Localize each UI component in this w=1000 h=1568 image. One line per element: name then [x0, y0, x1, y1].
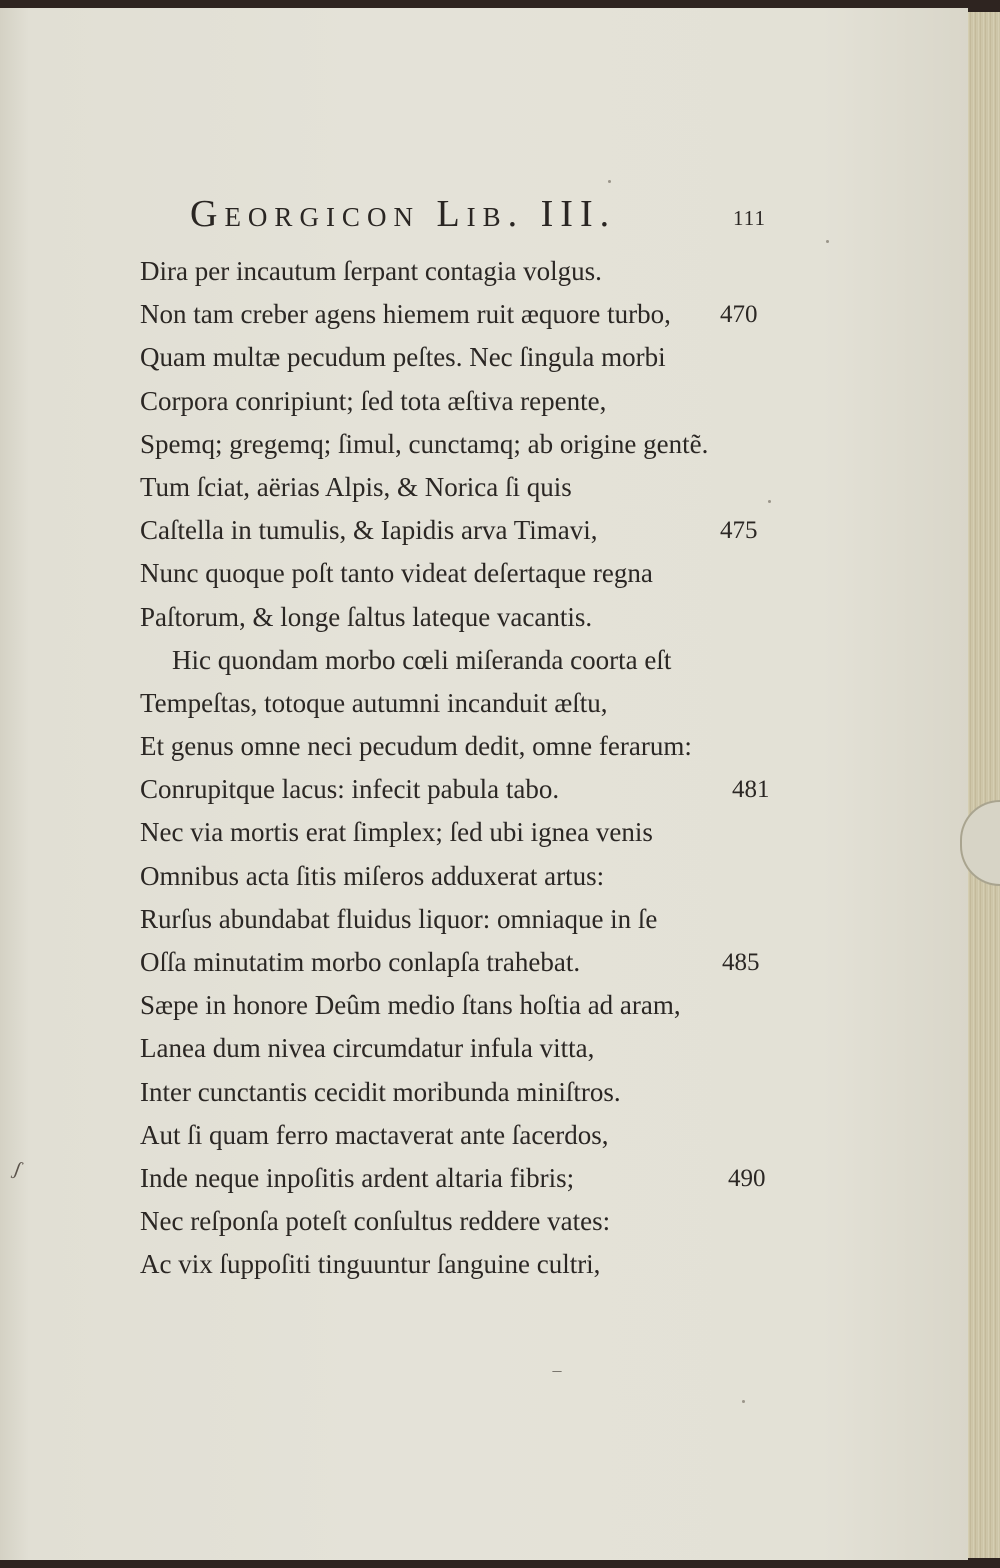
catchline-mark: –: [552, 1360, 562, 1380]
verse-line: [140, 1157, 790, 1200]
verse-text: Ac vix ſuppoſiti tinguuntur ſanguine cultri,: [140, 1249, 601, 1280]
verse-line: [140, 811, 790, 854]
verse-line: [140, 1243, 790, 1286]
verse-line: [140, 682, 790, 725]
verse-line: [140, 509, 790, 552]
verse-text: Aut ſi quam ferro mactaverat ante ſacerdos,: [140, 1119, 609, 1150]
verse-line: [140, 768, 790, 811]
verse-line: [140, 984, 790, 1027]
verse-text: Rurſus abundabat fluidus liquor: omniaque in ſe: [140, 903, 658, 934]
verse-line: [140, 250, 790, 293]
line-number: 470: [720, 301, 758, 329]
verse-text: Conrupitque lacus: infecit pabula tabo.: [140, 774, 560, 805]
verse-text: Oſſa minutatim morbo conlapſa trahebat.: [140, 947, 581, 977]
line-number: 481: [732, 776, 770, 804]
verse-line: [140, 466, 790, 509]
poem-text: [140, 250, 790, 1287]
verse-text: Non tam creber agens hiemem ruit æquore turbo,: [140, 299, 671, 330]
line-number: 485: [722, 949, 760, 976]
line-number: 475: [720, 517, 758, 545]
verse-text: Sæpe in honore Deûm medio ſtans hoſtia ad aram,: [140, 990, 681, 1021]
verse-line: [140, 423, 790, 466]
verse-text: Nec via mortis erat ſimplex; ſed ubi ignea venis: [140, 817, 653, 848]
verse-text: Tum ſciat, aërias Alpis, & Norica ſi quis: [140, 471, 572, 502]
verse-text: Hic quondam morbo cœli miſeranda coorta eſt: [172, 644, 672, 675]
verse-text: Inter cunctantis cecidit moribunda miniſtros.: [140, 1076, 621, 1107]
verse-text: Lanea dum nivea circumdatur infula vitta,: [140, 1033, 595, 1064]
verse-line: [140, 1200, 790, 1243]
verse-text: Inde neque inpoſitis ardent altaria fibris;: [140, 1162, 575, 1193]
verse-line: [140, 293, 790, 336]
verse-line: [140, 1027, 790, 1070]
verse-text: Nec reſponſa poteſt conſultus reddere vates:: [140, 1206, 611, 1237]
margin-mark: ʃ: [10, 1157, 25, 1181]
running-head-title: Georgicon Lib. III.: [190, 193, 617, 235]
verse-text: Nunc quoque poſt tanto videat deſertaque regna: [140, 558, 653, 589]
verse-line: [140, 1114, 790, 1157]
verse-line: [140, 855, 790, 898]
verse-text: Et genus omne neci pecudum dedit, omne ferarum:: [140, 731, 692, 762]
verse-text: Corpora conripiunt; ſed tota æſtiva repente,: [140, 385, 607, 416]
verse-line: [140, 380, 790, 423]
page-number: 111: [733, 206, 766, 230]
verse-text: Omnibus acta ſitis miſeros adduxerat artus:: [140, 860, 605, 891]
verse-text: Tempeſtas, totoque autumni incanduit æſtu,: [140, 687, 608, 718]
verse-text: Dira per incautum ſerpant contagia volgus.: [140, 256, 602, 286]
running-head: [190, 192, 780, 242]
verse-text: Caſtella in tumulis, & Iapidis arva Timavi,: [140, 515, 598, 546]
verse-line: [140, 336, 790, 379]
verse-line: [140, 1071, 790, 1114]
verse-text: Spemq; gregemq; ſimul, cunctamq; ab origine gentẽ.: [140, 428, 709, 459]
verse-line: [140, 596, 790, 639]
verse-line: [140, 898, 790, 941]
line-number: 490: [728, 1164, 766, 1192]
page-fore-edge: [966, 12, 1000, 1558]
verse-text: Quam multæ pecudum peſtes. Nec ſingula morbi: [140, 342, 666, 373]
verse-line: [140, 725, 790, 768]
verse-text: Paſtorum, & longe ſaltus lateque vacantis.: [140, 601, 593, 632]
verse-line: [140, 639, 790, 682]
verse-line: [140, 552, 790, 595]
verse-line: [140, 941, 790, 984]
